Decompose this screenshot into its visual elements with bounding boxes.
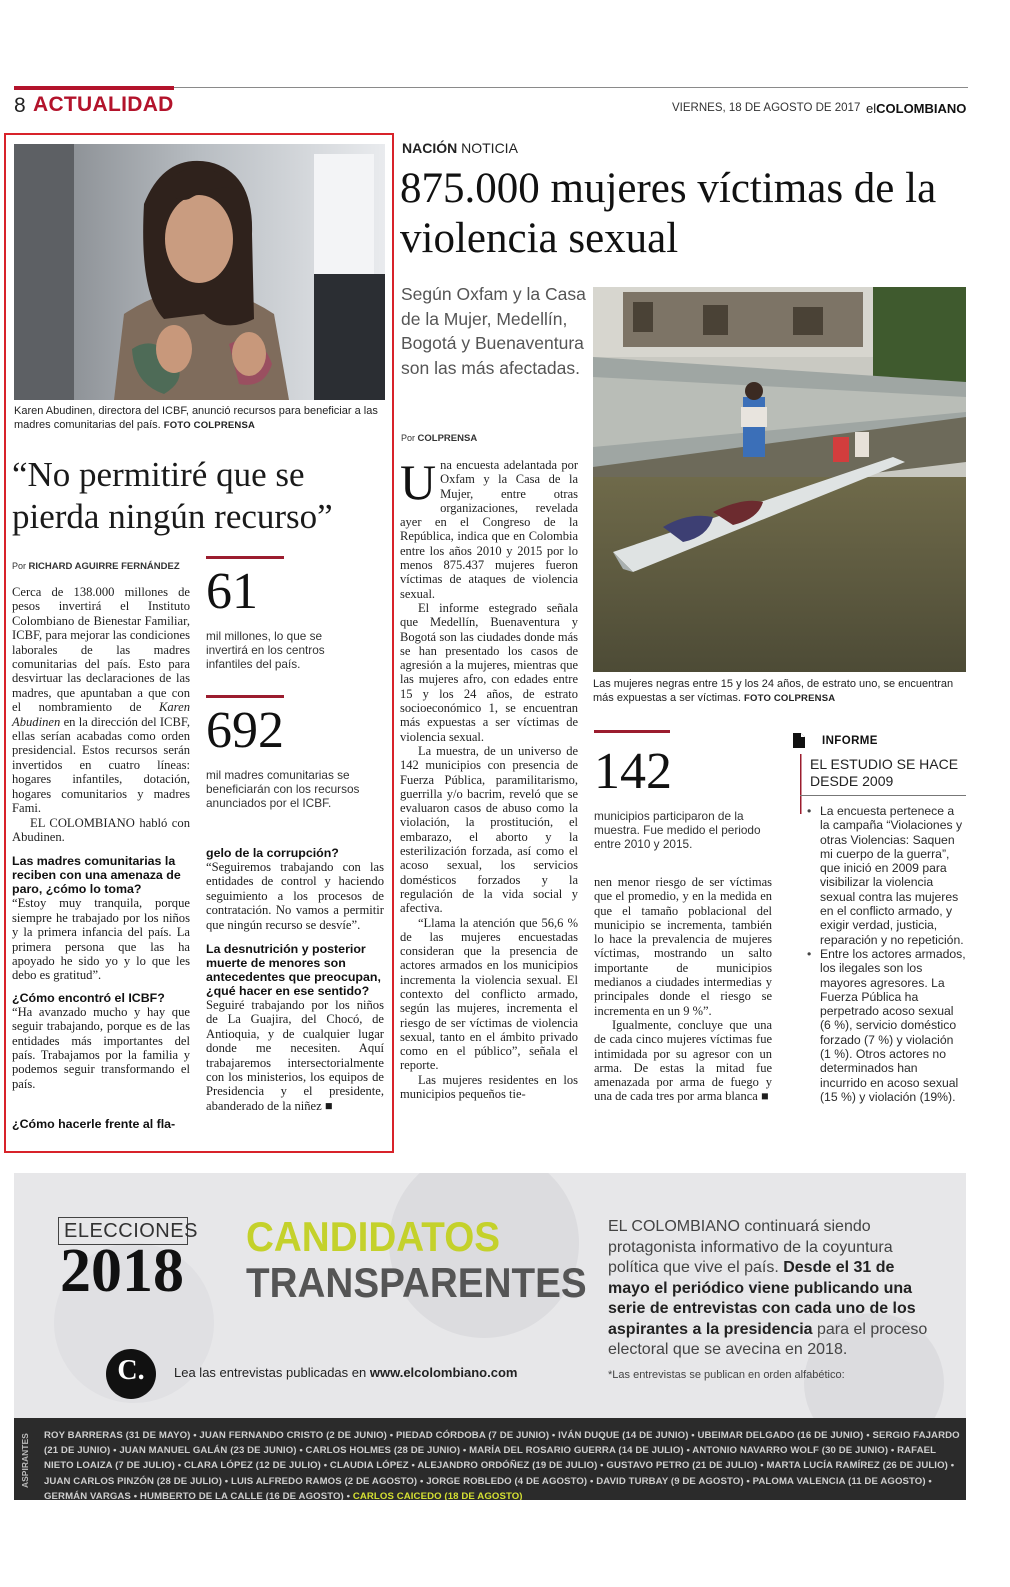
ad-copy-bold: Desde el 31 de mayo el periódico viene publicando una serie de entrevistas con cada uno de los aspirantes a la presidencia xyxy=(608,1259,916,1338)
el-colombiano-logo xyxy=(106,1349,156,1399)
answer-4-text: Seguiré trabajando por los niños de La Guajira, del Chocó, de Antioquia, y de cualquier lugar donde me necesiten. Aquí trabajaremos intersectorialmente con los ministerios, los equipos de Presidencia y el presidente, abanderado de la niñez xyxy=(206,998,384,1113)
interview-intro xyxy=(12,585,190,816)
karen-abudinen-photo xyxy=(14,144,385,400)
drop-cap: U xyxy=(400,458,437,510)
header-gray-rule xyxy=(174,87,968,88)
answer-2: “Ha avanzado mucho y hay que seguir trabajando, porque es de las entidades más importantes del país. Trabajamos por la familia y podemos seguir transformando el país. xyxy=(12,1004,190,1091)
interview-title: “No permitiré que se pierda ningún recurso” xyxy=(12,455,333,536)
question-4: La desnutrición y posterior muerte de menores son antecedentes que preocupan, ¿qué hacer en ese sentido? xyxy=(206,942,381,999)
caption-text: Karen Abudinen, directora del ICBF, anunció recursos para beneficiar a las madres comunitarias del país. xyxy=(14,405,378,431)
issue-date: VIERNES, 18 DE AGOSTO DE 2017 xyxy=(672,102,861,114)
interview-intro-3: EL COLOMBIANO habló con Abudinen. xyxy=(12,815,190,844)
kicker-type: NOTICIA xyxy=(461,140,518,156)
article-paragraph-4: “Llama la atención que 56,6 % de las mujeres encuestadas consideran que la presencia de actores armados en los municipios incrementa la violencia sexual. El contexto del conflicto armado, según las mujeres, incrementa el riesgo de ser víctimas de violencia sexual, tanto en el ámbito privado como en el público”, señala el reporte. xyxy=(400,915,578,1073)
article-kicker xyxy=(402,140,518,156)
ad-note: *Las entrevistas se publican en orden alfabético: xyxy=(608,1369,845,1381)
intro-name: Karen Abudinen xyxy=(12,700,190,729)
question-1: Las madres comunitarias la reciben con una amenaza de paro, ¿cómo lo toma? xyxy=(12,854,181,897)
ad-candidatos: CANDIDATOS xyxy=(246,1213,501,1260)
intro-text-1: Cerca de 138.000 millones de pesos invertirá el Instituto Colombiano de Bienestar Familiar, ICBF, para mejorar las condiciones laborales de las madres comunitarias del país. Esto para desvirtuar las declaraciones de las madres, que apuntaban a que con el nombramiento de xyxy=(12,585,190,715)
stat-142-value: 142 xyxy=(594,743,672,800)
stat-61-label: mil millones, lo que se invertirá en los centros infantiles del país. xyxy=(206,629,325,671)
stat-rule xyxy=(206,556,284,559)
caption-text: Las mujeres negras entre 15 y los 24 años, de estrato uno, se encuentran más expuestas a ser víctimas. xyxy=(593,678,954,704)
stat-rule xyxy=(594,730,670,733)
article-column-1 xyxy=(400,458,578,1134)
answer-4 xyxy=(206,998,384,1113)
answer-3: “Seguiremos trabajando con las entidades de control y haciendo seguimiento a los procesos de contratación. No vamos a permitir que ningún recurso se desvíe”. xyxy=(206,860,384,932)
photo-credit: FOTO COLPRENSA xyxy=(744,693,836,704)
informe-item: • Entre los actores armados, los ilegales son los mayores agresores. La Fuerza Pública ha perpetrado acoso sexual (6 %), servicio doméstico forzado (7 %) y violación (1 %). Otros actores no determinados han incurrido en acoso sexual (15 %) y violación (19%). xyxy=(806,947,966,1104)
byline-author: RICHARD AGUIRRE FERNÁNDEZ xyxy=(28,561,180,572)
stat-692-value: 692 xyxy=(206,702,284,759)
kicker-section: NACIÓN xyxy=(402,140,458,156)
byline-author: COLPRENSA xyxy=(417,433,478,444)
ad-copy xyxy=(608,1217,928,1361)
newspaper-brand xyxy=(866,101,966,116)
article-byline xyxy=(401,433,477,444)
header-red-rule xyxy=(14,86,174,90)
brand-prefix: el xyxy=(866,101,877,116)
candidates-strip xyxy=(14,1418,966,1500)
candidates-highlight: CARLOS CAICEDO (18 DE AGOSTO) xyxy=(352,1490,523,1500)
article-column-2 xyxy=(594,875,772,1104)
informe-label: INFORME xyxy=(822,735,878,747)
elections-ad xyxy=(14,1173,966,1500)
aspirantes-label xyxy=(16,1426,32,1492)
ad-year: 2018 xyxy=(60,1237,184,1305)
candidates-list xyxy=(44,1428,960,1500)
byline-prefix: Por xyxy=(12,561,27,571)
interview-photo-caption xyxy=(14,404,389,433)
article-paragraph-5-start: Las mujeres residentes en los municipios pequeños tie- xyxy=(400,1072,578,1102)
stat-142-block xyxy=(594,730,774,851)
ad-elecciones: ELECCIONES xyxy=(64,1220,198,1242)
interview-column-2 xyxy=(206,556,386,810)
document-icon xyxy=(792,732,806,749)
end-mark-icon: ■ xyxy=(760,1089,769,1104)
paragraph-1-text: na encuesta adelantada por Oxfam y la Casa de la Mujer, entre otras organizaciones, revelada ayer en el Congreso de la República, indica que en Colombia entre los años 2010 y 2015 por lo menos 875.437 mujeres fueron víctimas de ataques de violencia sexual. xyxy=(400,458,578,601)
question-3-end: gelo de la corrupción? xyxy=(206,846,339,860)
article-photo-caption xyxy=(593,677,966,706)
interview-byline xyxy=(12,561,180,572)
brand-name: COLOMBIANO xyxy=(876,101,967,116)
ad-url-link[interactable]: www.elcolombiano.com xyxy=(369,1365,518,1380)
ad-copy-2: para el proceso electoral que se avecina en 2018. xyxy=(608,1320,928,1358)
paragraph-6-text: Igualmente, concluye que una de cada cinco mujeres víctimas fue intimidada por su agresor con un arma. De estas la mitad fue amenazada por arma de fuego y una de cada tres por arma blanca xyxy=(594,1017,772,1104)
logo-letter: C. xyxy=(117,1355,145,1386)
article-paragraph-3: La muestra, de un universo de 142 municipios con presencia de Fuerza Pública, paramilitarismo, guerrilla y/o bacrim, reveló que se evaluaron casos de abuso como la violación, la prostitución, el embarazo, el aborto y la esterilización forzada, así como el acoso sexual, los servicios domésticos forzados y la regulación de la vida social y afectiva. xyxy=(400,743,578,916)
article-paragraph-6 xyxy=(594,1018,772,1104)
stat-rule xyxy=(206,695,284,698)
answer-1: “Estoy muy tranquila, porque siempre he trabajado por los niños y la primera infancia del país. La primera persona que las ha apoyado he sido yo y lo que les debo es gratitud”. xyxy=(12,896,190,983)
article-headline: 875.000 mujeres víctimas de la violencia sexual xyxy=(400,165,937,262)
stat-61-value: 61 xyxy=(206,563,258,620)
informe-list xyxy=(806,804,966,1104)
ad-read-line xyxy=(174,1365,517,1380)
svg-text:ASPIRANTES: ASPIRANTES xyxy=(20,1433,30,1488)
article-paragraph-5-end: nen menor riesgo de ser víctimas que el promedio, y en la medida en que el tamaño poblacional del municipio se incrementa, también lo hace la prevalencia de mujeres víctimas, mostrando un salto importante de municipios medianos a ciudades intermedias y principales donde el riesgo se incrementa en un 9 %”. xyxy=(594,875,772,1018)
article-deck: Según Oxfam y la Casa de la Mujer, Medellín, Bogotá y Buenaventura son las más afectadas. xyxy=(401,284,586,378)
stat-142-label: municipios participaron de la muestra. Fue medido el periodo entre 2010 y 2015. xyxy=(594,809,761,851)
informe-item: • La encuesta pertenece a la campaña “Violaciones y otras Violencias: Saquen mi cuerpo de la guerra”, que inició en 2009 para visibilizar la violencia sexual contra las mujeres en el conflicto armado, y exigir verdad, justicia, reparación y no repetición. xyxy=(806,804,966,947)
interview-column-2-text xyxy=(206,846,384,1113)
article-paragraph-2: El informe estegrado señala que Medellín, Buenaventura y Bogotá son las ciudades donde más se han presentado los casos de agresión a la mujeres, mientras que las mujeres afro, con edades entre 15 y los 24 años, de estrato socioeconómico 1, se encuentran más expuestas a ser víctimas de violencia sexual. xyxy=(400,600,578,744)
interview-column-1 xyxy=(12,585,190,1091)
ad-transparentes: TRANSPARENTES xyxy=(246,1259,587,1306)
river-canoe-photo xyxy=(593,287,966,672)
end-mark-icon: ■ xyxy=(324,1098,333,1113)
ad-read-text: Lea las entrevistas publicadas en xyxy=(174,1365,367,1380)
stat-692-label: mil madres comunitarias se beneficiarán con los recursos anunciados por el ICBF. xyxy=(206,768,360,810)
question-2: ¿Cómo encontró el ICBF? xyxy=(12,990,165,1005)
informe-divider xyxy=(800,795,966,796)
informe-rule xyxy=(800,754,804,814)
byline-prefix: Por xyxy=(401,433,416,443)
ad-copy-1: EL COLOMBIANO continuará siendo protagonista informativo de la coyuntura política que vive el país. xyxy=(608,1218,893,1276)
question-3-start: ¿Cómo hacerle frente al fla- xyxy=(12,1117,176,1131)
article-paragraph-1 xyxy=(400,458,578,601)
intro-text-2: en la dirección del ICBF, ellas serían acabadas como orden presidencial. Estos recursos serán invertidos en cuatro líneas: hogares infantiles, dotación, hogares comunitarios y madres Fami. xyxy=(12,714,190,816)
candidates-text: ROY BARRERAS (31 DE MAYO) • JUAN FERNANDO CRISTO (2 DE JUNIO) • PIEDAD CÓRDOBA (7 DE JUNIO) • IVÁN DUQUE (14 DE JUNIO) • UBEIMAR DELGADO (16 DE JUNIO) • SERGIO FAJARDO (21 DE JUNIO) • JUAN MANUEL GALÁN (23 DE JUNIO) • CARLOS HOLMES (28 DE JUNIO) • MARÍA DEL ROSARIO GUERRA (14 DE JULIO) • ANTONIO NAVARRO WOLF (30 DE JUNIO) • RAFAEL NIETO LOAIZA (7 DE JULIO) • CLARA LÓPEZ (12 DE JULIO) • CLAUDIA LÓPEZ • ALEJANDRO ORDÓÑEZ (19 DE JULIO) • GUSTAVO PETRO (21 DE JULIO) • MARTA LUCÍA RAMÍREZ (26 DE JULIO) • JUAN CARLOS PINZÓN (28 DE JULIO) • LUIS ALFREDO RAMOS (2 DE AGOSTO) • JORGE ROBLEDO (4 DE AGOSTO) • DAVID TURBAY (9 DE AGOSTO) • PALOMA VALENCIA (11 DE AGOSTO) • GERMÁN VARGAS • HUMBERTO DE LA CALLE (16 DE AGOSTO) • xyxy=(44,1430,960,1500)
page-number: 8 xyxy=(14,94,26,117)
section-title: ACTUALIDAD xyxy=(33,93,174,116)
informe-title: EL ESTUDIO SE HACE DESDE 2009 xyxy=(810,756,959,789)
photo-credit: FOTO COLPRENSA xyxy=(163,420,256,431)
